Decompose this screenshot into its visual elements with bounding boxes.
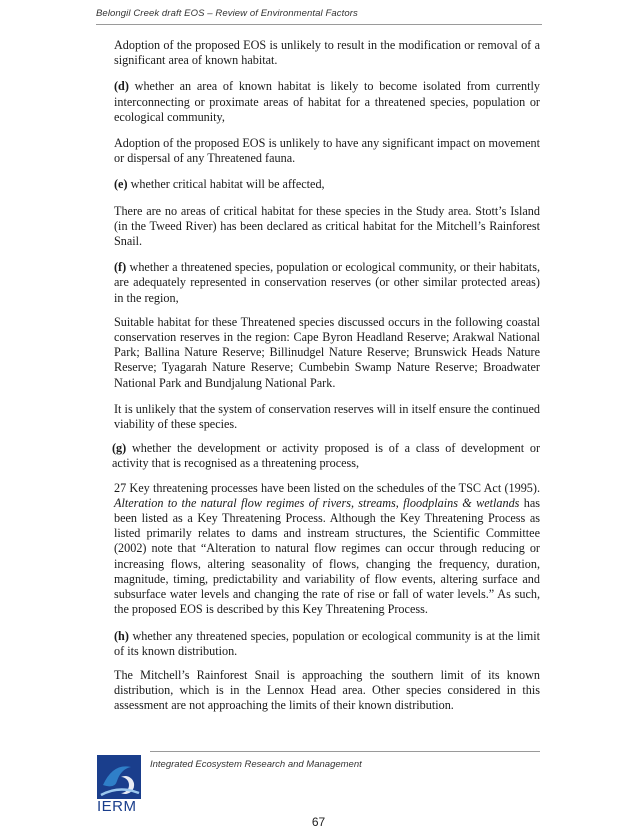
criterion-g-label: (g) — [112, 441, 127, 456]
ierm-logo-text: IERM — [97, 798, 137, 815]
paragraph-critical-habitat: There are no areas of critical habitat for these species in the Study area. Stott’s Island (in the Tweed River) has been declared as critical habitat for the Mitchell’s Rainforest Snail. — [114, 203, 540, 249]
paragraph-habitat-removal: Adoption of the proposed EOS is unlikely to result in the modification or removal of a significant area of known habitat. — [114, 38, 540, 68]
criterion-h-label: (h) — [114, 628, 129, 643]
criterion-f-text: whether a threatened species, population or ecological community, or their habitats, are adequately represented in conservation reserves (or other similar protected areas) in the region, — [114, 260, 540, 305]
page-number: 67 — [311, 815, 326, 829]
criterion-e — [114, 177, 540, 192]
paragraph-distribution-limit: The Mitchell’s Rainforest Snail is approaching the southern limit of its known distribution, which is in the Lennox Head area. Other species considered in this assessment are not approaching the limits of their known distribution. — [114, 667, 540, 713]
criterion-e-text: whether critical habitat will be affected, — [127, 177, 325, 192]
criterion-e-label: (e) — [114, 177, 128, 192]
header-divider — [96, 24, 542, 25]
footer-organisation: Integrated Ecosystem Research and Management — [150, 759, 362, 770]
ierm-logo-icon — [97, 755, 141, 799]
running-header: Belongil Creek draft EOS – Review of Environmental Factors — [96, 8, 358, 19]
footer-divider — [150, 751, 540, 752]
ktp-intro: 27 Key threatening processes have been listed on the schedules of the TSC Act (1995). — [114, 480, 540, 495]
criterion-d-label: (d) — [114, 79, 129, 94]
criterion-d-text: whether an area of known habitat is likely to become isolated from currently interconnecting or proximate areas of habitat for a threatened species, population or ecological community, — [114, 79, 540, 124]
paragraph-fauna-dispersal: Adoption of the proposed EOS is unlikely to have any significant impact on movement or dispersal of any Threatened fauna. — [114, 136, 540, 166]
criterion-h — [114, 629, 540, 659]
ktp-italic-title: Alteration to the natural flow regimes of rivers, streams, floodplains & wetlands — [114, 495, 520, 510]
criterion-f — [114, 260, 540, 306]
criterion-h-text: whether any threatened species, population or ecological community is at the limit of its known distribution. — [114, 628, 540, 658]
criterion-g-text: whether the development or activity proposed is of a class of development or activity that is recognised as a threatening process, — [112, 441, 540, 471]
ktp-body: has been listed as a Key Threatening Process. Although the Key Threatening Process as listed primarily relates to dams and instream structures, the Scientific Committee (2002) note that “Alteration to natural flow regimes can occur through reducing or increasing flows, altering seasonality of flows, changing the frequency, duration, magnitude, timing, predictability and variability of flow events, altering surface and subsurface water levels and changing the rate of rise or fall of water levels.” As such, the proposed EOS is described by this Key Threatening Process. — [114, 495, 540, 617]
criterion-g — [112, 441, 540, 471]
paragraph-conservation-reserves: Suitable habitat for these Threatened species discussed occurs in the following coastal conservation reserves in the region: Cape Byron Headland Reserve; Arakwal National Park; Ballina Nature Reserve; Billinudgel Nature Reserve; Brunswick Heads Nature Reserve; Tyagarah Nature Reserve; Cumbebin Swamp Nature Reserve; Broadwater National Park and Bundjalung National Park. — [114, 314, 540, 390]
paragraph-key-threatening-process — [114, 481, 540, 618]
criterion-f-label: (f) — [114, 260, 127, 275]
paragraph-reserve-viability: It is unlikely that the system of conservation reserves will in itself ensure the continued viability of these species. — [114, 401, 540, 432]
criterion-d — [114, 79, 540, 125]
document-body — [114, 38, 540, 725]
